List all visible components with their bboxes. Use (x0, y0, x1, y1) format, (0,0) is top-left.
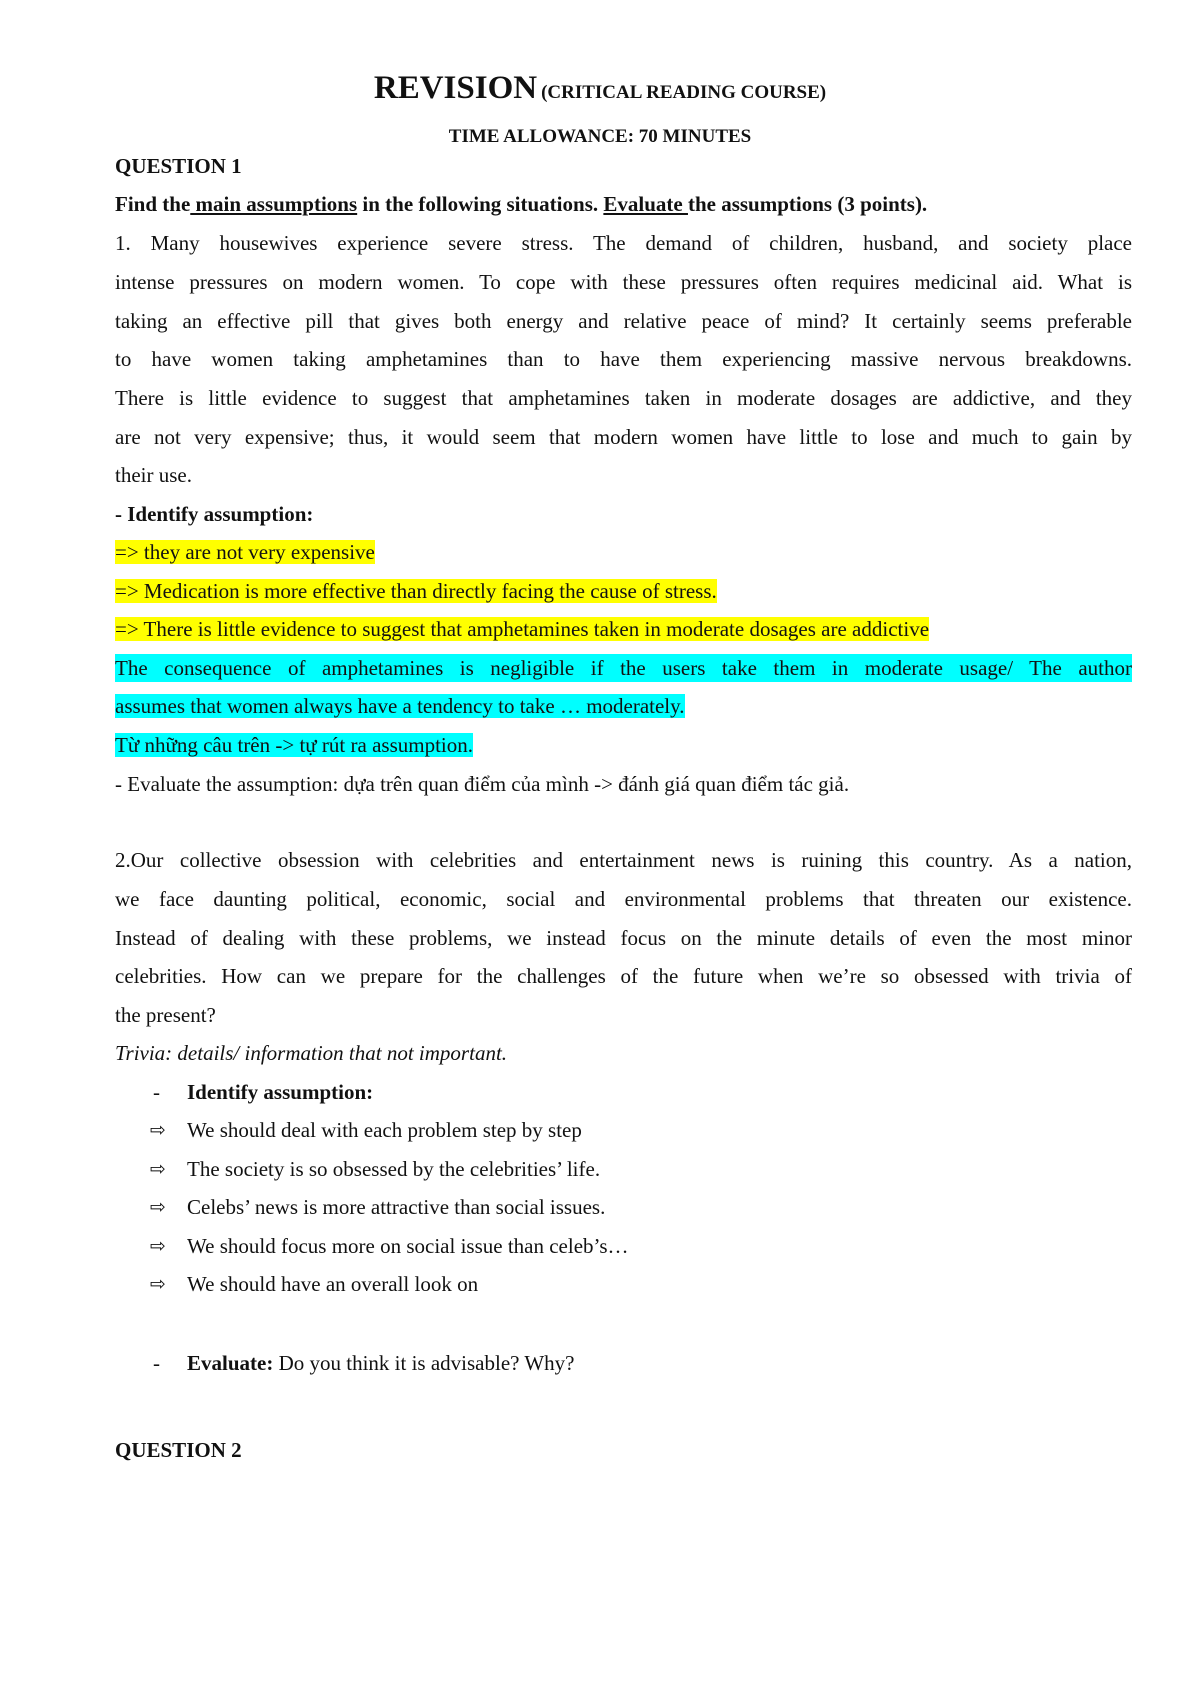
arrow-item: We should focus more on social issue than celeb’s… (187, 1234, 629, 1258)
highlight-text: assumes that women always have a tendency to take … moderately. (115, 694, 685, 718)
assumption-highlight-yellow (115, 577, 1132, 605)
p1-line: intense pressures on modern women. To cope with these pressures often requires medicinal aid. What is (115, 270, 1132, 294)
p1-line: their use. (115, 463, 192, 487)
p1-line: There is little evidence to suggest that amphetamines taken in moderate dosages are addictive, and they (115, 386, 1132, 410)
arrow-icon: ⇨ (150, 1119, 166, 1141)
evaluate-label: Evaluate: (187, 1351, 274, 1375)
p1-line: to have women taking amphetamines than to have them experiencing massive nervous breakdowns. (115, 347, 1132, 371)
instr-evaluate: Evaluate (603, 192, 688, 216)
highlight-text: => they are not very expensive (115, 540, 375, 564)
p2-line: 2.Our collective obsession with celebrities and entertainment news is ruining this country. As a nation, (115, 848, 1132, 872)
instr-part: in the following situations. (357, 192, 604, 216)
arrow-icon: ⇨ (150, 1235, 166, 1257)
instructions (115, 190, 1132, 218)
assumption-highlight-cyan: The consequence of amphetamines is negligible if the users take them in moderate usage/ The author (115, 656, 1132, 680)
time-allowance: TIME ALLOWANCE: 70 MINUTES (448, 126, 752, 147)
title-course: (CRITICAL READING COURSE) (541, 82, 827, 103)
arrow-icon: ⇨ (150, 1273, 166, 1295)
p2-line: the present? (115, 1003, 216, 1027)
highlight-text: Từ những câu trên -> tự rút ra assumption. (115, 733, 473, 757)
p1-line: are not very expensive; thus, it would seem that modern women have little to lose and much to gain by (115, 425, 1132, 449)
arrow-item: The society is so obsessed by the celebrities’ life. (187, 1157, 601, 1181)
instr-part: the assumptions (3 points). (687, 192, 928, 216)
title-main: REVISION (373, 70, 538, 106)
arrow-icon: ⇨ (150, 1196, 166, 1218)
arrow-icon: ⇨ (150, 1158, 166, 1180)
evaluate-question (187, 1349, 574, 1377)
p1-line: 1. Many housewives experience severe stress. The demand of children, husband, and society place (115, 231, 1132, 255)
evaluate-text: Do you think it is advisable? Why? (273, 1351, 575, 1375)
p2-line: Instead of dealing with these problems, we instead focus on the minute details of even the most minor (115, 926, 1132, 950)
assumption-highlight-cyan (115, 731, 1132, 759)
question-2-heading: QUESTION 2 (115, 1438, 242, 1462)
instr-part: Find the (115, 192, 191, 216)
assumption-highlight-cyan (115, 692, 1132, 720)
p1-line: taking an effective pill that gives both energy and relative peace of mind? It certainly seems preferable (115, 309, 1132, 333)
highlight-text: => There is little evidence to suggest that amphetamines taken in moderate dosages are addictive (115, 617, 930, 641)
arrow-item: We should have an overall look on (187, 1272, 479, 1296)
page-title (0, 70, 1200, 107)
evaluate-line: - Evaluate the assumption: dựa trên quan điểm của mình -> đánh giá quan điểm tác giả. (115, 772, 850, 796)
assumption-highlight-yellow (115, 615, 1132, 643)
p2-line: we face daunting political, economic, social and environmental problems that threaten our existence. (115, 887, 1132, 911)
highlight-text: => Medication is more effective than directly facing the cause of stress. (115, 579, 717, 603)
dash-bullet: - (153, 1351, 160, 1375)
p2-line: celebrities. How can we prepare for the challenges of the future when we’re so obsessed with trivia of (115, 964, 1132, 988)
identify-assumption-label: - Identify assumption: (115, 502, 314, 526)
question-1-heading: QUESTION 1 (115, 154, 242, 178)
arrow-item: We should deal with each problem step by step (187, 1118, 582, 1142)
instr-main-assumptions: main assumptions (190, 192, 358, 216)
dash-bullet: - (153, 1080, 160, 1104)
trivia-note: Trivia: details/ information that not important. (115, 1041, 508, 1065)
arrow-item: Celebs’ news is more attractive than social issues. (187, 1195, 606, 1219)
identify-assumption-label-2: Identify assumption: (187, 1080, 374, 1104)
assumption-highlight-yellow (115, 538, 1132, 566)
